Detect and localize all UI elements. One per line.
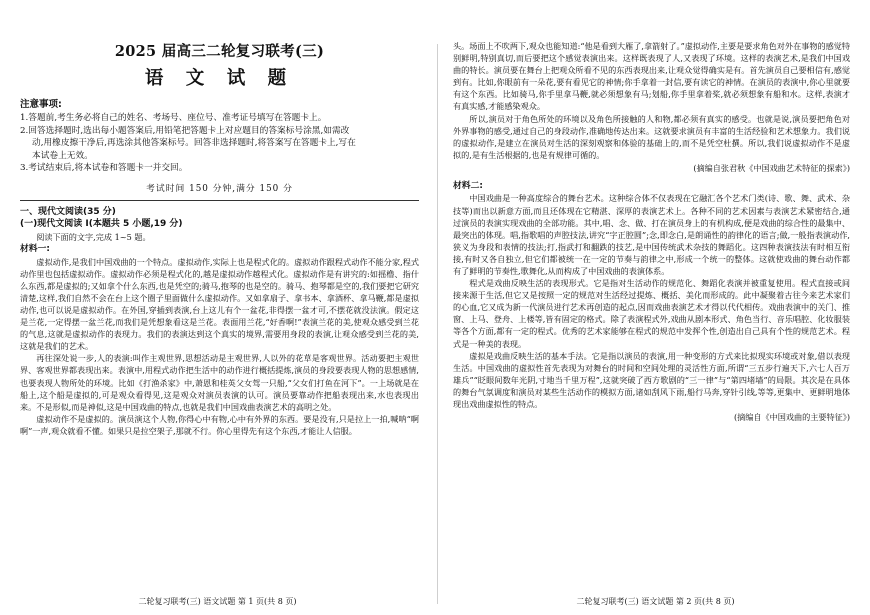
subject-title: 语 文 试 题 — [144, 68, 295, 89]
source-citation: (摘编自《中国戏曲的主要特征》) — [733, 412, 850, 423]
section-divider — [20, 200, 419, 201]
material-label: 材料一: — [20, 244, 50, 255]
instruction-block — [20, 231, 419, 243]
paragraph: 所以,演员对于角色所处的环境以及角色所接触的人和物,都必须有真实的感受。也就是说,演员要把角色对外界事物的感受,通过自己的身段动作,准确地传达出来。这就要求演员有丰富的生活经验和艺术想象力。我们说的虚拟动作,是建立在演员对生活的深刻观察和体验的基础上的,而不是凭空杜撰。所以,我们说虚拟动作不是虚拟的,是有生活根据的,也是有规律可循的。 — [453, 113, 850, 160]
notice-item: 本试卷上无效。 — [32, 150, 93, 161]
page-divider — [437, 44, 438, 604]
paragraph: 虚拟是戏曲反映生活的基本手法。它是指以演员的表演,用一种变形的方式来比拟现实环境或对象,借以表现生活。中国戏曲的虚拟性首先表现为对舞台的时间和空间处理的灵活性方面,所谓“三五步行遍天下,六七人百万雄兵”“眨眼间数年光阴,寸地当千里万程”,这就突破了西方歌剧的“三一律”与“第四堵墙”的局限。其次是在具体的舞台气氛调度和演员对某些生活动作的模拟方面,诸如刮风下雨,船行马奔,穿针引线,等等,更集中、更鲜明地体现出戏曲虚拟性的特点。 — [453, 350, 850, 410]
source-citation: (摘编自张君秋《中国戏曲艺术特征的探索》) — [693, 162, 850, 173]
article-body-continued — [453, 40, 850, 161]
paragraph: 头。场面上不吹两下,观众也能知道:“他是看到大雁了,拿箭射了。”虚拟动作,主要是要求角色对外在事物的感觉特别鲜明,特别真切,而后要把这个感觉表演出来。这样既表现了人,又表现了环境。这样的表演艺术,是我们中国戏曲的特长。演员要在舞台上把观众所看不见的东西表现出来,让观众觉得确实是有。首先演员自己要相信有,感觉到有。比如,你眼前有一朵花,要有看见它的神情;你手拿着一封信,要有读它的神情。在演员的表演中,你心里就要有这个东西。比如骑马,你手里拿马鞭,就必须想象有马;划船,你手里拿着桨,就必须想象有船和水。这样,表演才有真实感,才能感染观众。 — [453, 41, 850, 112]
section-heading: 一、现代文阅读(35 分) — [20, 206, 116, 217]
notice-item: 1.答题前,考生务必将自己的姓名、考场号、座位号、准考证号填写在答题卡上。 — [20, 113, 327, 123]
page-two — [441, 0, 870, 615]
paragraph: 虚拟动作不是虚拟的。演员演这个人物,你得心中有物,心中有外界的东西。要是没有,只是拉上一拍,喊呐“啊啊”一声,观众就看不懂。如果只是拉空架子,那就不行。你心里得先有这个东西,才能让人信服。 — [20, 413, 419, 436]
paragraph: 程式是戏曲反映生活的表现形式。它是指对生活动作的规范化、舞蹈化表演并被重复使用。程式直接或间接来源于生活,但它又是按照一定的规范对生活经过提炼、概括、美化而形成的。此中凝聚着古往今来艺术家们的心血,它又成为新一代演员进行艺术再创造的起点,因而戏曲表演艺术才得以代代相传。戏曲表演中的关门、推窗、上马、登舟、上楼等,皆有固定的格式。除了表演程式外,戏曲从剧本形式、角色当行、音乐唱腔、化妆服装等各个方面,都有一定的程式。优秀的艺术家能够在程式的规范中发挥个性,创造出自己具有个性的规范艺术。程式是一种美的表现。 — [453, 278, 850, 349]
notice-item: 3.考试结束后,将本试卷和答题卡一并交回。 — [20, 163, 188, 174]
notice-item: 动,用橡皮擦干净后,再选涂其他答案标号。回答非选择题时,将答案写在答题卡上,写在 — [32, 138, 356, 149]
material-two-body — [453, 192, 850, 410]
notice-list — [20, 112, 419, 175]
paragraph: 虚拟动作,是我们中国戏曲的一个特点。虚拟动作,实际上也是程式化的。虚拟动作跟程式动作不能分家,程式动作里也包括虚拟动作。虚拟动作必须是程式化的,越是虚拟动作越程式化。虚拟动作是有讲究的:如摇橹、指什么东西,都是虚拟的;又如拿个什么东西,也是凭空的;骑马,抱琴的也是空的。骑马、抱琴都是空的,我们要把它研究清楚,这样,我们自然不会在台上这个圈子里面做什么虚拟动作。又如拿扇子、拿书本、拿酒杯、拿马鞭,都是虚拟动作,也可以说是虚拟动作。在外国,穿插到表演,台上这儿有个一盆花,非得摆一盆才可,不摆花就没法演。假定这是兰花,一定得摆一盆兰花,而我们是凭想象看这是兰花。表面用兰花,“好香啊!”表演兰花的美,使观众感受到兰花的气息,这就是虚拟动作的表现力。我们的表演达到这个真实的境界,需要用身段的表演,让观众感受到兰花的美,这就是我们的艺术。 — [20, 256, 419, 352]
notice-item: 2.回答选择题时,选出每小题答案后,用铅笔把答题卡上对应题目的答案标号涂黑,如需改 — [20, 125, 350, 136]
instruction: 阅读下面的文字,完成 1~5 题。 — [36, 231, 151, 242]
material-label: 材料二: — [453, 180, 483, 191]
subsection-heading: (一)现代文阅读 I(本题共 5 小题,19 分) — [20, 219, 183, 230]
notice-heading: 注意事项: — [20, 99, 62, 110]
page-footer: 二轮复习联考(三) 语文试题 第 2 页(共 8 页) — [576, 597, 735, 606]
paragraph: 中国戏曲是一种高度综合的舞台艺术。这种综合体不仅表现在它融汇各个艺术门类(诗、歌、舞、武术、杂技等)而出以新意方面,而且还体现在它精湛、深厚的表演艺术上。各种不同的艺术因素与表演艺术紧密结合,通过演员的表演实现戏曲的全部功能。其中,唱、念、做、打在演员身上的有机构成,便是戏曲的综合性的最集中、最突出的体现。唱,指歌唱的声腔技法,讲究“字正腔圆”;念,即念白,是朗诵性的韵律化的语言;做,一般指表演动作,狭义为身段和表情的技法;打,指武打和翻跌的技艺,是中国传统武术杂技的舞蹈化。这四种表演技法有时相互衔接,有时又各自独立,但它们都被统一在一定的节奏与韵律之中,形成一个统一的整体。这就使戏曲的舞台动作都有了鲜明的节奏性,歌舞化,从而构成了中国戏曲的表演体系。 — [453, 193, 850, 276]
page-footer: 二轮复习联考(三) 语文试题 第 1 页(共 8 页) — [138, 597, 297, 606]
paragraph: 再往深处说一步,人的表演:叫作主观世界,思想活动是主观世界,人以外的花草是客观世界。活动要把主观世界、客观世界都表现出来。表演中,用程式动作把生活中的动作进行概括提炼,演员的身段要表现人物的思想感情,也要表现人物所处的环境。比如《打渔杀家》中,萧恩和桂英父女驾一只船,“父女们打鱼在河下”。一上场就是在船上,这个船是虚拟的,可是观众看得见,这是观众对演员表演的认可。演员要靠动作把船表现出来,水也表现出来。不是形似,而是神似,这是中国戏曲的特点,也就是我们中国戏曲表演艺术的高明之处。 — [20, 353, 419, 412]
exam-time: 考试时间 150 分钟,满分 150 分 — [146, 183, 293, 194]
exam-title: 2025 届高三二轮复习联考(三) — [114, 43, 325, 60]
article-body — [20, 256, 419, 437]
